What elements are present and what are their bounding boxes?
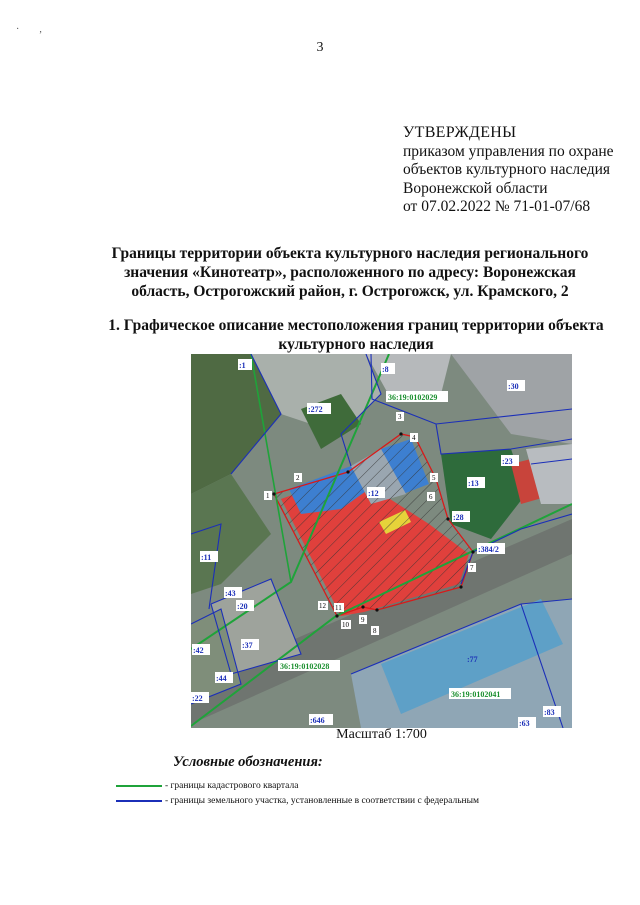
boundary-point [375, 608, 378, 611]
svg-text:36:19:0102028: 36:19:0102028 [280, 662, 330, 671]
point-label: 3 [398, 413, 402, 421]
point-label: 7 [470, 564, 474, 572]
approval-line: объектов культурного наследия [403, 161, 611, 178]
parcel-label: :12 [368, 489, 379, 498]
legend-line-green [116, 785, 162, 787]
parcel-label: :23 [502, 457, 513, 466]
boundary-point [346, 470, 349, 473]
point-label: 2 [296, 474, 300, 482]
parcel-label: :30 [508, 382, 519, 391]
point-label: 11 [335, 604, 342, 612]
parcel-label: :11 [201, 553, 212, 562]
parcel-label: :44 [216, 674, 227, 683]
legend-label: - границы земельного участка, установленные в соответствии с федеральным [165, 796, 480, 806]
title-line: область, Острогожский район, г. Острогожск, ул. Крамского, 2 [131, 283, 569, 300]
parcel-label: :8 [382, 365, 389, 374]
point-label: 8 [373, 627, 377, 635]
boundary-point [335, 614, 338, 617]
parcel-label: :43 [225, 589, 236, 598]
point-label: 9 [361, 616, 365, 624]
boundary-point [399, 432, 402, 435]
parcel-label: :42 [193, 646, 204, 655]
title-line: значения «Кинотеатр», расположенного по адресу: Воронежская [124, 264, 576, 281]
boundary-point [471, 550, 474, 553]
svg-text:36:19:0102029: 36:19:0102029 [388, 393, 438, 402]
document-title [100, 244, 600, 301]
legend-line-blue [116, 800, 162, 802]
parcel-label: :22 [192, 694, 203, 703]
parcel-label: :13 [468, 479, 479, 488]
map-scale: Масштаб 1:700 [336, 727, 427, 742]
legend-title: Условные обозначения: [173, 754, 323, 770]
quarter-label-41 [449, 688, 511, 699]
boundary-point [446, 517, 449, 520]
approval-line: приказом управления по охране [403, 142, 614, 160]
point-label: 6 [429, 493, 433, 501]
legend-item-parcel [116, 796, 479, 808]
legend-label: - границы кадастрового квартала [165, 781, 299, 791]
section-line: 1. Графическое описание местоположения границ территории объекта [108, 317, 604, 334]
cadastral-map [191, 354, 572, 728]
parcel-label: :77 [467, 655, 478, 664]
boundary-point [361, 605, 364, 608]
boundary-point [272, 492, 275, 495]
scan-artifact: · , [16, 24, 42, 35]
parcel-label: :1 [239, 361, 246, 370]
approval-stamp [403, 124, 614, 217]
approval-heading: УТВЕРЖДЕНЫ [403, 124, 517, 141]
section-heading [96, 316, 616, 354]
parcel-label: :646 [310, 716, 325, 725]
approval-line: от 07.02.2022 № 71-01-07/68 [403, 198, 591, 215]
parcel-label: :63 [519, 719, 530, 728]
svg-text:36:19:0102041: 36:19:0102041 [451, 690, 501, 699]
title-line: Границы территории объекта культурного наследия регионального [111, 245, 589, 262]
parcel-label: :20 [237, 602, 248, 611]
parcel-label: :272 [308, 405, 323, 414]
quarter-label-29 [386, 391, 448, 402]
point-label: 10 [342, 621, 349, 629]
quarter-label-28 [278, 660, 340, 671]
point-label: 4 [412, 434, 416, 442]
point-label: 1 [266, 492, 270, 500]
page-number: 3 [316, 40, 324, 55]
parcel-label: :384/2 [478, 545, 499, 554]
parcel-label: :28 [453, 513, 464, 522]
point-label: 5 [432, 474, 436, 482]
parcel-label: :37 [242, 641, 253, 650]
boundary-point [459, 585, 462, 588]
approval-line: Воронежской области [403, 179, 548, 197]
point-label: 12 [319, 602, 326, 610]
legend-item-quarter [116, 781, 298, 793]
section-line: культурного наследия [278, 336, 434, 353]
parcel-label: :83 [544, 708, 555, 717]
